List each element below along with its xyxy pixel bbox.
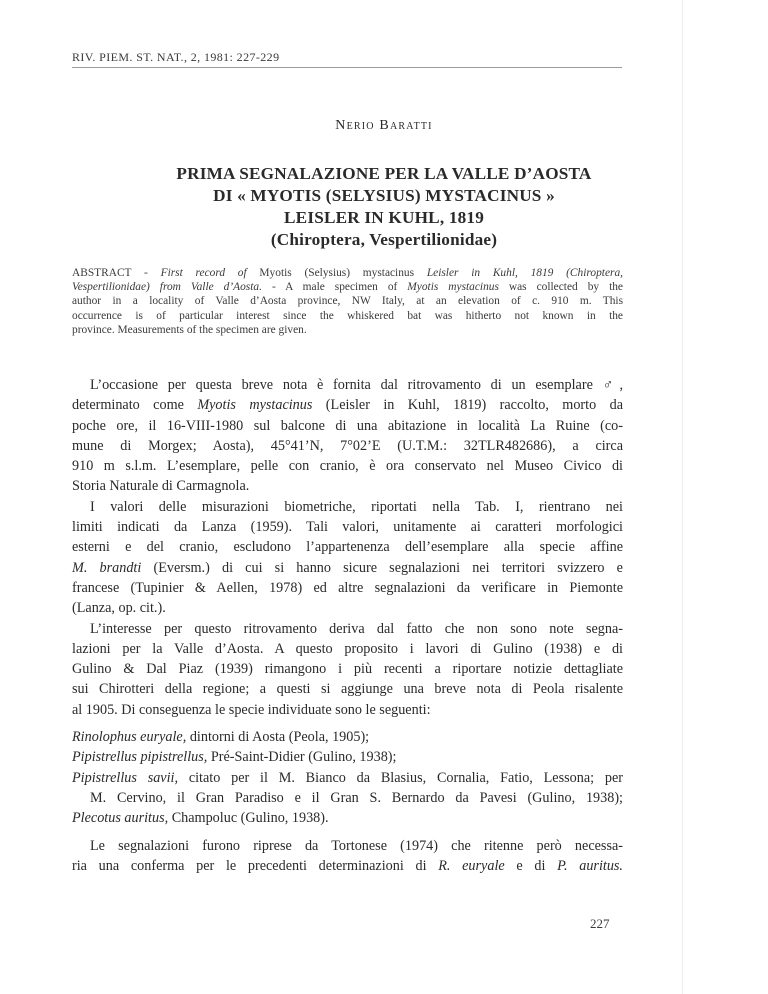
species-list-item bbox=[72, 768, 623, 788]
article-title bbox=[0, 163, 768, 251]
page-edge-line bbox=[682, 0, 683, 994]
species-name: R. euryale bbox=[438, 857, 505, 874]
abstract-title-part: Vespertilionidae) from Valle d’Aosta. bbox=[72, 281, 262, 294]
abstract-title-part: First record of bbox=[160, 267, 247, 279]
abstract-text: was collected by the bbox=[498, 281, 623, 294]
body-text: ria una conferma per le precedenti determinazioni di bbox=[72, 857, 439, 874]
body-line bbox=[72, 558, 623, 578]
body-text: M. Cervino, il Gran Paradiso e il Gran S. Bernardo da Pavesi (Gulino, 1938); bbox=[90, 789, 623, 806]
title-line: PRIMA SEGNALAZIONE PER LA VALLE D’AOSTA bbox=[176, 164, 592, 183]
body-line: L’interesse per questo ritrovamento deriva dal fatto che non sono note segna- bbox=[90, 620, 623, 637]
body-line: L’occasione per questa breve nota è fornita dal ritrovamento di un esemplare ♂, bbox=[90, 377, 623, 393]
body-line: sui Chirotteri della regione; a questi si aggiunge una breve nota di Peola risalente bbox=[72, 681, 623, 698]
title-line: LEISLER IN KUHL, 1819 bbox=[284, 208, 484, 227]
body-text: (Eversm.) di cui si hanno sicure segnalazioni nei territori svizzero e bbox=[141, 559, 623, 576]
body-line: I valori delle misurazioni biometriche, riportati nella Tab. I, rientrano nei bbox=[90, 498, 623, 515]
abstract-line bbox=[72, 266, 623, 280]
abstract-line: province. Measurements of the specimen are given. bbox=[72, 323, 307, 336]
species-name: P. auritus. bbox=[557, 857, 623, 874]
body-line: lazioni per la Valle d’Aosta. A questo proposito i lavori di Gulino (1938) e di bbox=[72, 640, 623, 657]
abstract-text: - A male specimen of bbox=[261, 281, 408, 294]
body-line: Gulino & Dal Piaz (1939) rimangono i più recenti a riportare notizie dettagliate bbox=[72, 661, 623, 678]
body-line: limiti indicati da Lanza (1959). Tali valori, unitamente ai caratteri morfologici bbox=[72, 519, 623, 536]
body-line bbox=[72, 856, 623, 876]
body-text: (Leisler in Kuhl, 1819) raccolto, morto da bbox=[312, 397, 623, 414]
body-line: al 1905. Di conseguenza le specie individuate sono le seguenti: bbox=[72, 701, 431, 718]
species-list-item bbox=[72, 747, 623, 767]
species-list-item bbox=[72, 808, 623, 828]
abstract-label: ABSTRACT - bbox=[72, 267, 161, 279]
title-line: DI « MYOTIS (SELYSIUS) MYSTACINUS » bbox=[213, 186, 555, 205]
body-text: e di bbox=[504, 857, 558, 874]
abstract-title-part: Leisler in Kuhl, 1819 (Chiroptera, bbox=[426, 267, 623, 279]
body-line: poche ore, il 16-VIII-1980 sul balcone di una abitazione in località La Ruine (co- bbox=[72, 417, 623, 434]
species-name: Plecotus auritus, bbox=[72, 810, 169, 827]
header-rule bbox=[72, 67, 622, 68]
running-head: RIV. PIEM. ST. NAT., 2, 1981: 227-229 bbox=[72, 50, 280, 64]
body-line: francese (Tupinier & Aellen, 1978) ed altre segnalazioni da verificare in Piemonte bbox=[72, 579, 623, 596]
species-name: Pipistrellus savii, bbox=[72, 769, 179, 786]
species-name: Pipistrellus pipistrellus, bbox=[72, 749, 208, 766]
species-name: Rinolophus euryale, bbox=[72, 729, 187, 746]
title-line: (Chiroptera, Vespertilionidae) bbox=[270, 230, 498, 249]
page-number: 227 bbox=[590, 916, 610, 931]
species-name: Myotis mystacinus bbox=[197, 397, 313, 414]
body-line: Le segnalazioni furono riprese da Tortonese (1974) che ritenne però necessa- bbox=[90, 837, 623, 854]
abstract bbox=[72, 266, 623, 337]
abstract-line bbox=[72, 280, 623, 294]
abstract-line: author in a locality of Valle d’Aosta province, NW Italy, at an elevation of c. 910 m. This bbox=[72, 295, 623, 308]
body-line: esterni e del cranio, escludono l’appartenenza dell’esemplare alla specie affine bbox=[72, 539, 623, 556]
species-name: M. brandti bbox=[72, 559, 142, 576]
body-text: determinato come bbox=[72, 397, 198, 414]
body-line: 910 m s.l.m. L’esemplare, pelle con cranio, è ora conservato nel Museo Civico di bbox=[72, 458, 623, 475]
body-text: Pré-Saint-Didier (Gulino, 1938); bbox=[207, 749, 397, 766]
species-list-item bbox=[72, 727, 623, 747]
body-text: dintorni di Aosta (Peola, 1905); bbox=[186, 729, 370, 746]
body-line: mune di Morgex; Aosta), 45°41’N, 7°02’E (U.T.M.: 32TLR482686), a circa bbox=[72, 437, 623, 454]
body-line: Storia Naturale di Carmagnola. bbox=[72, 478, 250, 495]
body-line: (Lanza, op. cit.). bbox=[72, 600, 166, 617]
species-list-item bbox=[72, 788, 623, 808]
abstract-line: occurrence is of particular interest since the whiskered bat was hitherto not known in the bbox=[72, 309, 623, 322]
author-name: Nerio Baratti bbox=[335, 118, 433, 133]
body-text: citato per il M. Bianco da Blasius, Cornalia, Fatio, Lessona; per bbox=[178, 769, 623, 786]
body-line bbox=[72, 395, 623, 415]
body-text: Champoluc (Gulino, 1938). bbox=[168, 810, 329, 827]
article-body bbox=[72, 375, 623, 876]
abstract-title-part: Myotis (Selysius) mystacinus bbox=[246, 267, 427, 279]
species-name: Myotis mystacinus bbox=[407, 281, 499, 294]
